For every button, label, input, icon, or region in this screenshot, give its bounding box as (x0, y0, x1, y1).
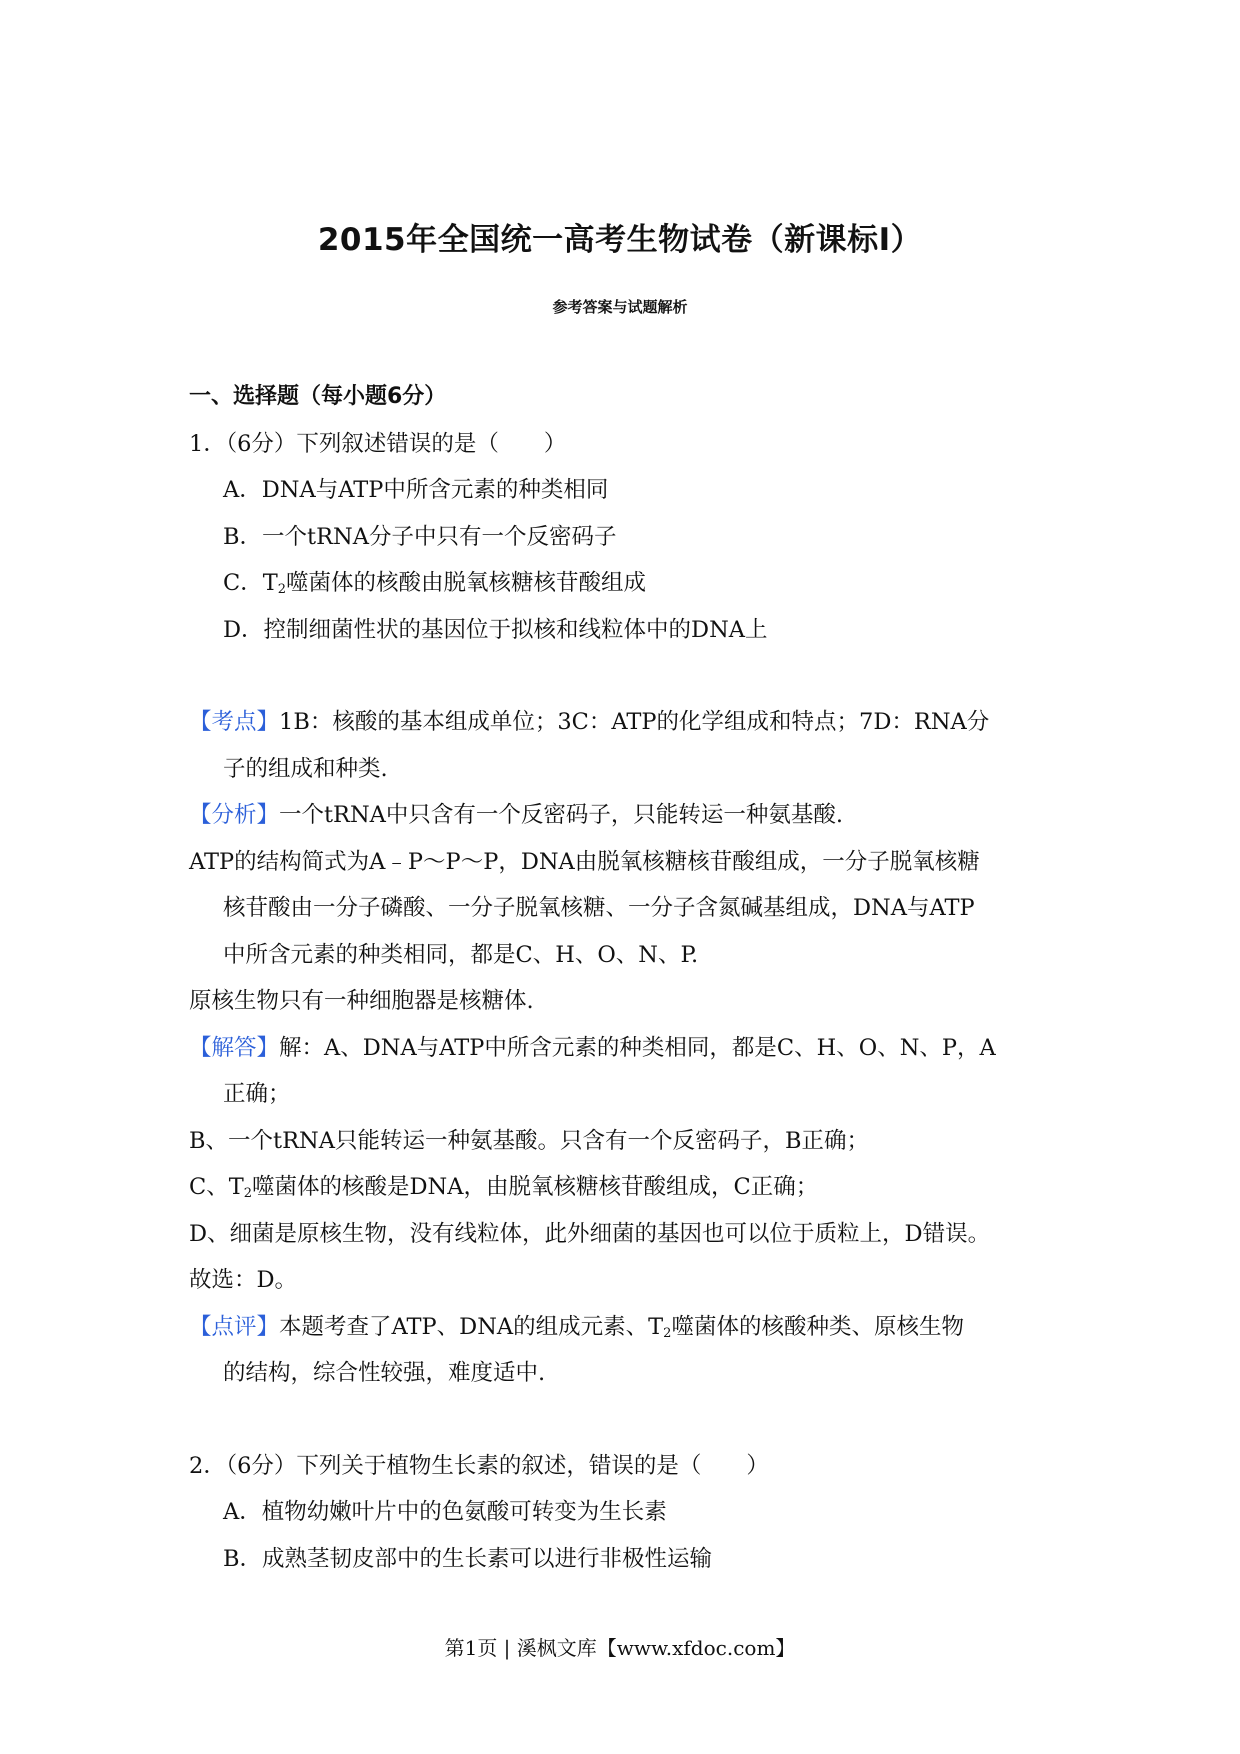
dianping-1-text: 噬菌体的核酸种类、原核生物 (671, 1313, 964, 1340)
subscript: 2 (277, 582, 287, 597)
jieda-tag: 【解答】 (189, 1034, 280, 1061)
page-subtitle: 参考答案与试题解析 (552, 298, 688, 316)
question-1-option-d: D．控制细菌性状的基因位于拟核和线粒体中的DNA上 (223, 616, 768, 643)
question-2-option-a: A．植物幼嫩叶片中的色氨酸可转变为生长素 (223, 1499, 667, 1525)
kaodian-line-1 (189, 699, 1069, 746)
kaodian-text: 1B：核酸的基本组成单位；3C：ATP的化学组成和特点；7D：RNA分 (279, 709, 990, 735)
fenxi-line-3: 核苷酸由一分子磷酸、一分子脱氧核糖、一分子含氮碱基组成，DNA与ATP (223, 895, 975, 921)
jieda-line-4 (189, 1164, 1069, 1211)
subscript: 2 (243, 1186, 253, 1201)
question-2-stem: 2．（6分）下列关于植物生长素的叙述，错误的是（ ） (189, 1452, 769, 1479)
page-footer: 第1页 | 溪枫文库【www.xfdoc.com】 (444, 1636, 796, 1660)
spacer (189, 653, 1069, 699)
jieda-line-1 (189, 1025, 1069, 1072)
page-content (189, 374, 1069, 1582)
dianping-tag: 【点评】 (189, 1313, 280, 1340)
question-1-option-a: A．DNA与ATP中所含元素的种类相同 (223, 477, 609, 503)
jieda-line-5: D、细菌是原核生物，没有线粒体，此外细菌的基因也可以位于质粒上，D错误。 (189, 1220, 991, 1247)
fenxi-line-5: 原核生物只有一种细胞器是核糖体. (189, 988, 534, 1014)
dianping-line-1 (189, 1304, 1069, 1351)
section-heading: 一、选择题（每小题6分） (189, 384, 447, 409)
kaodian-line-2: 子的组成和种类. (223, 755, 388, 782)
jieda-line-2: 正确； (223, 1081, 291, 1107)
fenxi-line-1 (189, 792, 1069, 839)
kaodian-tag: 【考点】 (189, 709, 280, 735)
page-title: 2015年全国统一高考生物试卷（新课标Ⅰ） (317, 222, 923, 258)
jieda-text: 解：A、DNA与ATP中所含元素的种类相同，都是C、H、O、N、P，A (279, 1034, 996, 1061)
jieda-line-3: B、一个tRNA只能转运一种氨基酸。只含有一个反密码子，B正确； (189, 1127, 869, 1154)
question-1-option-c (189, 560, 1069, 607)
fenxi-line-4: 中所含元素的种类相同，都是C、H、O、N、P. (223, 941, 699, 968)
question-1-option-b: B．一个tRNA分子中只有一个反密码子 (223, 523, 617, 550)
jieda-line-6: 故选：D。 (189, 1267, 298, 1293)
option-c-prefix: C．T (223, 570, 278, 596)
fenxi-line-2: ATP的结构简式为A﹣P～P～P，DNA由脱氧核糖核苷酸组成，一分子脱氧核糖 (189, 848, 980, 875)
dianping-1-prefix: 本题考查了ATP、DNA的组成元素、T (279, 1313, 664, 1340)
dianping-line-2: 的结构，综合性较强，难度适中. (223, 1360, 546, 1386)
fenxi-text: 一个tRNA中只含有一个反密码子，只能转运一种氨基酸. (279, 802, 844, 828)
option-c-text: 噬菌体的核酸由脱氧核糖核苷酸组成 (286, 570, 647, 596)
jieda-4-prefix: C、T (189, 1174, 244, 1200)
subscript: 2 (663, 1325, 672, 1341)
fenxi-tag: 【分析】 (189, 802, 280, 828)
jieda-4-text: 噬菌体的核酸是DNA，由脱氧核糖核苷酸组成，C正确； (252, 1174, 819, 1200)
question-1-stem: 1．（6分）下列叙述错误的是（ ） (189, 430, 567, 457)
spacer (189, 1397, 1069, 1443)
question-2-option-b: B．成熟茎韧皮部中的生长素可以进行非极性运输 (223, 1545, 713, 1572)
